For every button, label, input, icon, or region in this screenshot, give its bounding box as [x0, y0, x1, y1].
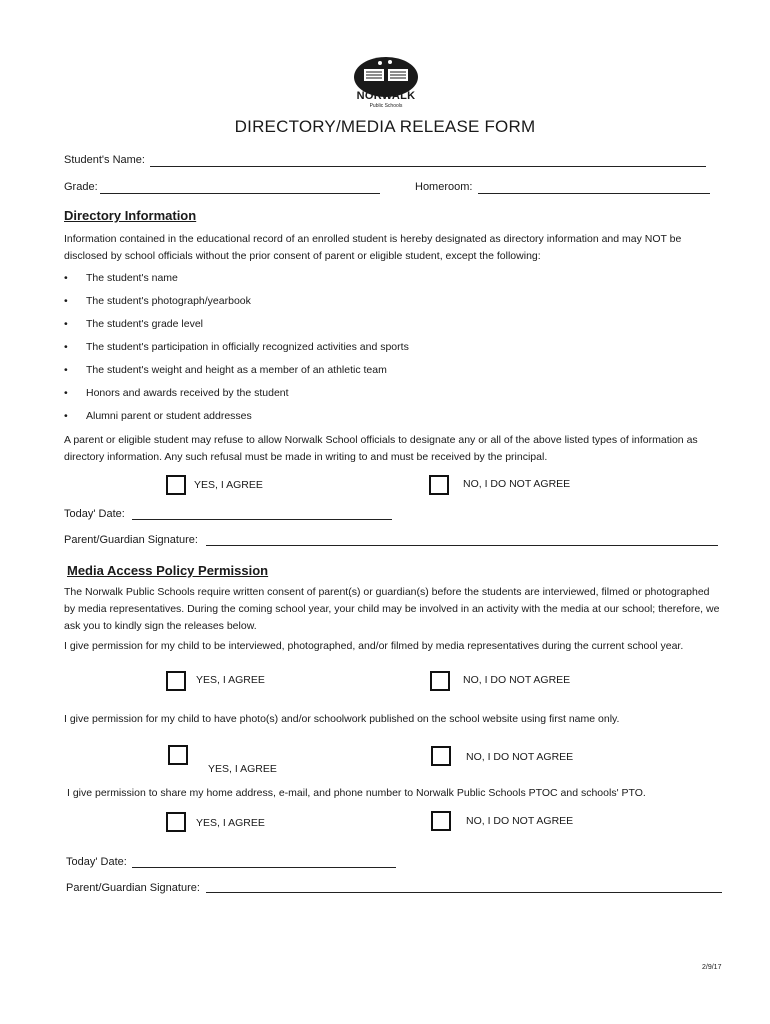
media-q2-yes-checkbox[interactable]	[168, 745, 188, 765]
media-question-1: I give permission for my child to be interviewed, photographed, and/or filmed by media representatives during the current school year.	[64, 640, 684, 652]
media-q2-no-checkbox[interactable]	[431, 746, 451, 766]
logo-name: NORWALK	[356, 90, 416, 102]
media-q3-yes-label: YES, I AGREE	[196, 817, 265, 829]
media-signature-field[interactable]	[206, 892, 722, 893]
student-name-field[interactable]	[150, 166, 706, 167]
media-date-field[interactable]	[132, 867, 396, 868]
directory-no-label: NO, I DO NOT AGREE	[463, 478, 571, 490]
media-signature-label: Parent/Guardian Signature:	[66, 882, 200, 894]
list-item: • Honors and awards received by the student	[64, 387, 289, 399]
directory-yes-checkbox[interactable]	[166, 475, 186, 495]
footer-date: 2/9/17	[702, 964, 722, 971]
directory-intro: Information contained in the educational record of an enrolled student is hereby designated as directory information and may NOT be disclosed by school officials without the prior consent of parent or eligible student, except the following:	[64, 233, 682, 262]
media-intro: The Norwalk Public Schools require written consent of parent(s) or guardian(s) before the students are interviewed, filmed or photographed by media representatives. During the coming school year, your child may be involved in an activity with the media at our school; therefore, we ask you to kindly sign the releases below.	[64, 586, 720, 632]
media-q1-yes-label: YES, I AGREE	[196, 674, 265, 686]
homeroom-field[interactable]	[478, 193, 710, 194]
list-item: • The student's grade level	[64, 318, 203, 330]
directory-date-label: Today' Date:	[64, 508, 125, 520]
media-q2-yes-label: YES, I AGREE	[208, 763, 277, 775]
directory-date-field[interactable]	[132, 519, 392, 520]
media-heading: Media Access Policy Permission	[67, 563, 269, 578]
media-q1-yes-checkbox[interactable]	[166, 671, 186, 691]
directory-signature-field[interactable]	[206, 545, 718, 546]
list-item: • The student's participation in officially recognized activities and sports	[64, 341, 409, 353]
directory-no-checkbox[interactable]	[429, 475, 449, 495]
media-q3-yes-checkbox[interactable]	[166, 812, 186, 832]
logo-subtitle: Public Schools	[369, 103, 403, 109]
directory-refusal: A parent or eligible student may refuse to allow Norwalk School officials to designate any or all of the above listed types of information as directory information. Any such refusal must be made in writing to and must be received by the principal.	[64, 434, 698, 463]
student-name-label: Student's Name:	[64, 154, 145, 166]
page-title: DIRECTORY/MEDIA RELEASE FORM	[234, 117, 536, 136]
media-question-3: I give permission to share my home address, e-mail, and phone number to Norwalk Public Schools PTOC and schools' PTO.	[67, 787, 646, 799]
list-item: • The student's name	[64, 272, 178, 284]
directory-yes-label: YES, I AGREE	[194, 479, 263, 491]
list-item: • Alumni parent or student addresses	[64, 410, 252, 422]
media-q3-no-checkbox[interactable]	[431, 811, 451, 831]
media-q3-no-label: NO, I DO NOT AGREE	[466, 815, 574, 827]
grade-field[interactable]	[100, 193, 380, 194]
media-date-label: Today' Date:	[66, 856, 127, 868]
list-item: • The student's weight and height as a member of an athletic team	[64, 364, 387, 376]
media-q1-no-checkbox[interactable]	[430, 671, 450, 691]
media-question-2: I give permission for my child to have photo(s) and/or schoolwork published on the school website using first name only.	[64, 713, 620, 725]
directory-heading: Directory Information	[64, 208, 197, 223]
media-q1-no-label: NO, I DO NOT AGREE	[463, 674, 571, 686]
grade-label: Grade:	[64, 181, 98, 193]
homeroom-label: Homeroom:	[415, 181, 473, 193]
media-q2-no-label: NO, I DO NOT AGREE	[466, 751, 574, 763]
list-item: • The student's photograph/yearbook	[64, 295, 251, 307]
directory-signature-label: Parent/Guardian Signature:	[64, 534, 198, 546]
